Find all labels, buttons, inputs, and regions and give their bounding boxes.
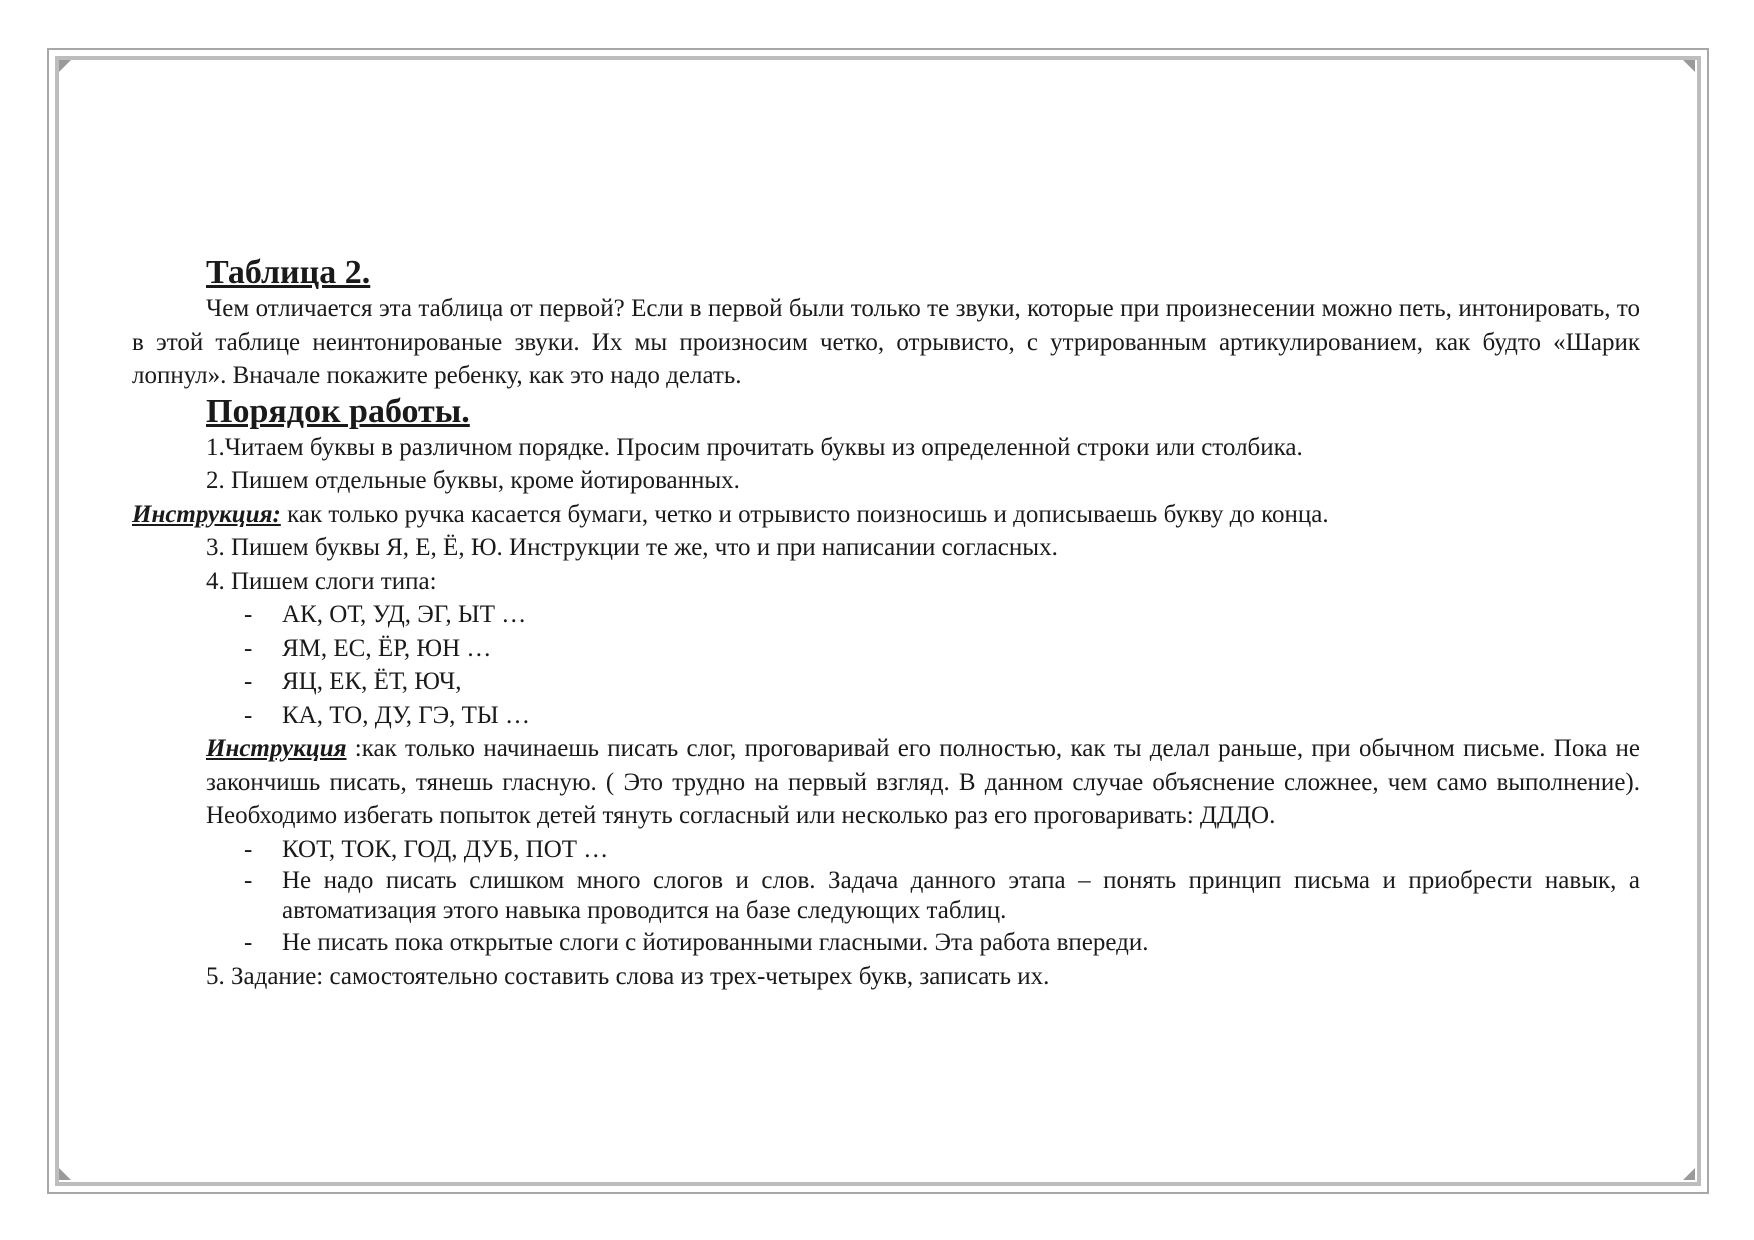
list-item-text: АК, ОТ, УД, ЭГ, ЫТ … (282, 601, 527, 628)
list-item (244, 866, 1640, 926)
frame-corner-ornament (59, 60, 71, 72)
procedure-title: Порядок работы. (206, 392, 470, 430)
list-item (244, 665, 1640, 699)
table-title: Таблица 2. (206, 254, 371, 291)
instruction-text: как только ручка касается бумаги, четко и отрывисто поизносишь и дописываешь букву до конца. (280, 500, 1329, 528)
instruction-2 (132, 732, 1640, 833)
list-item-text: Не надо писать слишком много слогов и слов. Задача данного этапа – понять принцип письма и приобрести навык, а автоматизация этого навыка проводится на базе следующих таблиц. (282, 867, 1640, 924)
instruction-label: Инструкция: (132, 500, 281, 528)
list-item (244, 598, 1640, 632)
frame-corner-ornament (1683, 60, 1695, 72)
list-item (244, 926, 1640, 960)
dash-bullet: - (244, 867, 253, 894)
syllable-list (132, 598, 1640, 732)
list-item (244, 632, 1640, 666)
frame-corner-ornament (1683, 1168, 1695, 1180)
notes-list (132, 833, 1640, 960)
step-2: 2. Пишем отдельные буквы, кроме йотированных. (206, 467, 740, 494)
dash-bullet: - (244, 634, 253, 662)
dash-bullet: - (244, 835, 253, 863)
step-4: 4. Пишем слоги типа: (206, 567, 437, 595)
list-item (244, 833, 1640, 867)
step-5: 5. Задание: самостоятельно составить слова из трех-четырех букв, записать их. (206, 962, 1050, 990)
list-item (244, 699, 1640, 733)
list-item-text: ЯЦ, ЕК, ЁТ, ЮЧ, (282, 668, 462, 695)
instruction-text: :как только начинаешь писать слог, проговаривай его полностью, как ты делал раньше, при обычном письме. Пока не закончишь писать, тянешь гласную. ( Это трудно на первый взгляд. В данном случае объяснение сложнее, чем само выполнение). Необходимо избегать попыток детей тянуть согласный или несколько раз его проговаривать: ДДДО. (206, 735, 1640, 829)
list-item-text: КОТ, ТОК, ГОД, ДУБ, ПОТ … (282, 835, 609, 863)
step-1: 1.Читаем буквы в различном порядке. Просим прочитать буквы из определенной строки или столбика. (206, 433, 1303, 461)
list-item-text: Не писать пока открытые слоги с йотированными гласными. Эта работа впереди. (282, 929, 1149, 956)
dash-bullet: - (244, 701, 253, 729)
instruction-label: Инструкция (206, 735, 347, 762)
list-item-text: КА, ТО, ДУ, ГЭ, ТЫ … (282, 701, 530, 729)
frame-corner-ornament (59, 1168, 71, 1180)
list-item-text: ЯМ, ЕС, ЁР, ЮН … (282, 634, 492, 662)
instruction-1 (132, 498, 1640, 532)
intro-paragraph: Чем отличается эта таблица от первой? Если в первой были только те звуки, которые при произнесении можно петь, интонировать, то в этой таблице неинтонированые звуки. Их мы произносим четко, отрывисто, с утрированным артикулированием, как будто «Шарик лопнул». Вначале покажите ребенку, как это надо делать. (132, 295, 1640, 389)
dash-bullet: - (244, 601, 253, 628)
document-body (132, 254, 1640, 993)
step-3: 3. Пишем буквы Я, Е, Ё, Ю. Инструкции те же, что и при написании согласных. (206, 534, 1058, 561)
dash-bullet: - (244, 668, 253, 695)
dash-bullet: - (244, 929, 253, 956)
